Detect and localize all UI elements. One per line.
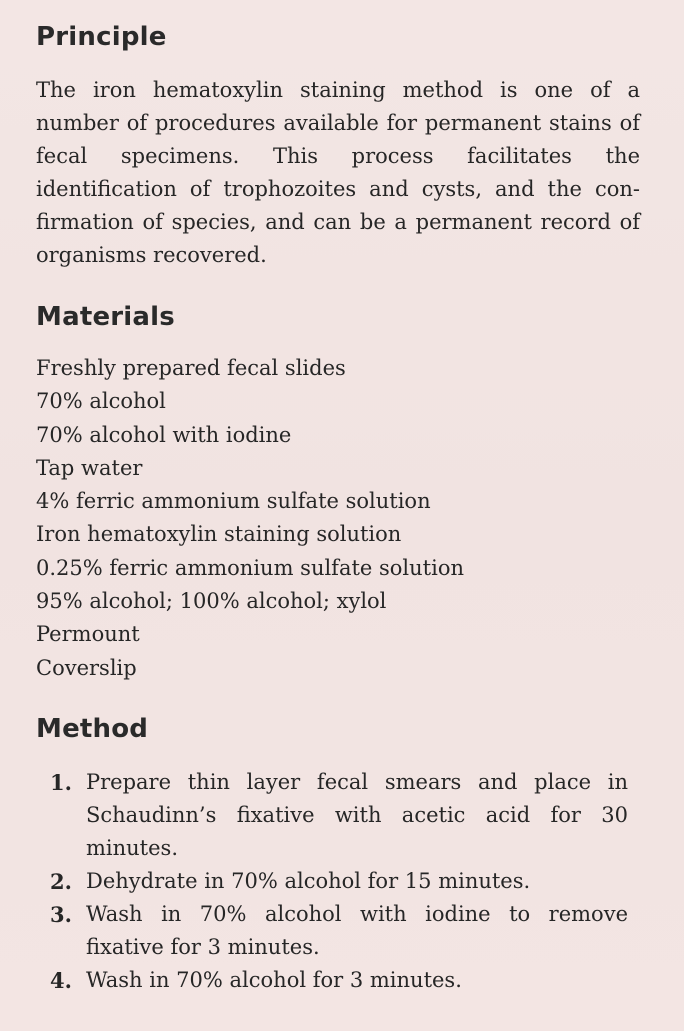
step-number: 1. [50,770,72,795]
step-number: 2. [50,869,72,894]
method-step [50,766,628,865]
material-item: Freshly prepared fecal slides [36,356,346,380]
step-number: 3. [50,902,72,927]
step-number: 4. [50,968,72,993]
step-text: Prepare thin layer fecal smears and place in Schaudinn’s fixative with acetic acid for 30 minutes. [86,770,628,860]
principle-paragraph: The iron hematoxylin staining method is one of a number of procedures available for permanent stains of fecal specimens. This process facilitates the identification of trophozoites and cysts, and the con-firmation of species, and can be a permanent record of organisms recovered. [36,78,640,267]
principle-heading: Principle [36,22,167,52]
step-text: Wash in 70% alcohol for 3 minutes. [86,968,462,992]
material-item: 70% alcohol [36,389,166,414]
step-text: Wash in 70% alcohol with iodine to remove fixative for 3 minutes. [86,902,628,959]
material-item: Permount [36,622,140,647]
material-item: 95% alcohol; 100% alcohol; xylol [36,589,387,614]
step-text: Dehydrate in 70% alcohol for 15 minutes. [86,869,531,893]
materials-list [36,352,464,685]
materials-heading: Materials [36,302,175,332]
material-item: 4% ferric ammonium sulfate solution [36,489,431,514]
material-item: Iron hematoxylin staining solution [36,522,402,547]
method-step [50,865,628,898]
method-step [50,898,628,964]
method-heading: Method [36,714,149,744]
material-item: 0.25% ferric ammonium sulfate solution [36,555,464,580]
method-steps [50,766,628,997]
method-step [50,964,628,997]
material-item: Coverslip [36,655,137,680]
material-item: Tap water [36,455,143,480]
material-item: 70% alcohol with iodine [36,422,292,447]
